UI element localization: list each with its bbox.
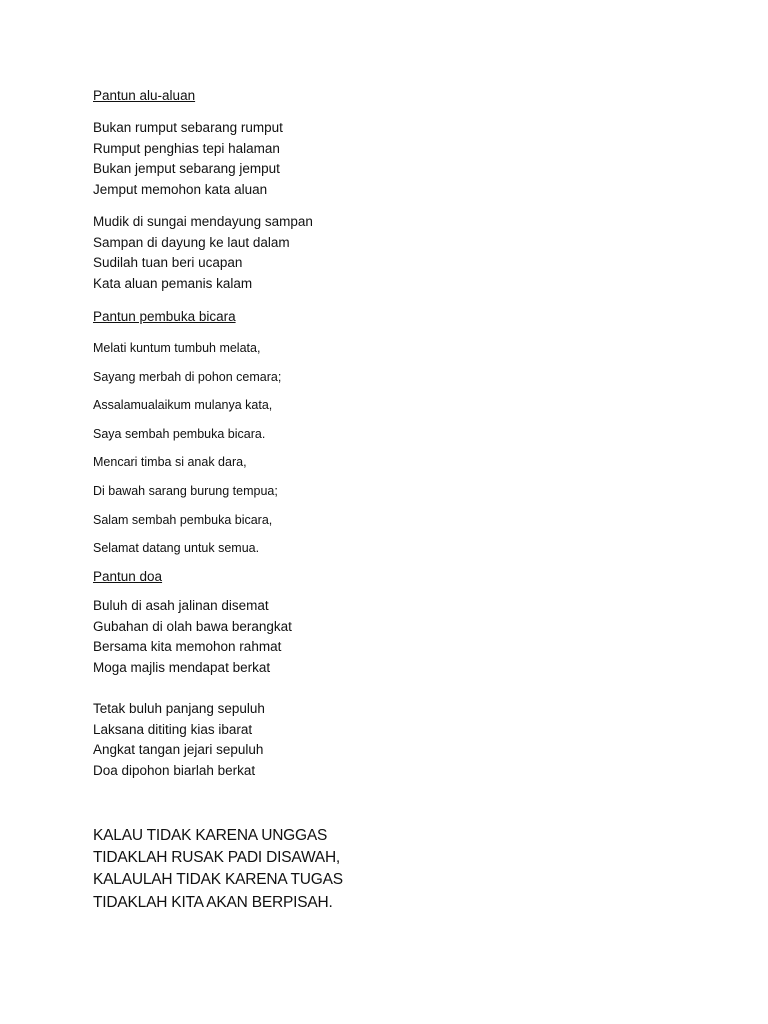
verse-line: TIDAKLAH KITA AKAN BERPISAH. <box>93 893 333 911</box>
verse-line: Laksana dititing kias ibarat <box>93 721 253 737</box>
verse-line: Melati kuntum tumbuh melata, <box>93 341 261 355</box>
stanza-penutup <box>93 825 343 914</box>
verse-line: KALAU TIDAK KARENA UNGGAS <box>93 827 328 844</box>
verse-line: Bukan rumput sebarang rumput <box>93 120 283 135</box>
verse-line: Buluh di asah jalinan disemat <box>93 598 269 613</box>
verse-line: Angkat tangan jejari sepuluh <box>93 742 264 757</box>
verse-line: Sayang merbah di pohon cemara; <box>93 369 282 384</box>
verse-line: Doa dipohon biarlah berkat <box>93 762 256 778</box>
verse-line: Sudilah tuan beri ucapan <box>93 255 243 270</box>
verse-line: Selamat datang untuk semua. <box>93 541 260 556</box>
verse-line: Gubahan di olah bawa berangkat <box>93 618 292 634</box>
verse-line: Salam sembah pembuka bicara, <box>93 512 273 527</box>
verse-line: Rumput penghias tepi halaman <box>93 140 280 156</box>
section-heading-doa: Pantun doa <box>93 569 163 584</box>
stanza-alu-aluan-1 <box>93 118 283 200</box>
stanza-doa-2 <box>93 699 265 781</box>
verse-line: Bersama kita memohon rahmat <box>93 639 282 654</box>
verse-line: Kata aluan pemanis kalam <box>93 275 253 291</box>
verse-line: Mencari timba si anak dara, <box>93 455 247 470</box>
verse-line: Sampan di dayung ke laut dalam <box>93 234 290 250</box>
verse-line: Bukan jemput sebarang jemput <box>93 161 280 176</box>
stanza-pembuka-bicara <box>93 334 281 563</box>
verse-line: Tetak buluh panjang sepuluh <box>93 701 265 716</box>
verse-line: Moga majlis mendapat berkat <box>93 659 271 675</box>
verse-line: Assalamualaikum mulanya kata, <box>93 398 273 413</box>
section-heading-alu-aluan: Pantun alu-aluan <box>93 88 196 103</box>
verse-line: Mudik di sungai mendayung sampan <box>93 214 313 229</box>
verse-line: Di bawah sarang burung tempua; <box>93 483 278 498</box>
verse-line: KALAULAH TIDAK KARENA TUGAS <box>93 871 343 889</box>
stanza-doa-1 <box>93 596 292 678</box>
verse-line: TIDAKLAH RUSAK PADI DISAWAH, <box>93 849 341 867</box>
verse-line: Jemput memohon kata aluan <box>93 181 268 197</box>
verse-line: Saya sembah pembuka bicara. <box>93 426 266 441</box>
section-heading-pembuka-bicara: Pantun pembuka bicara <box>93 309 236 324</box>
stanza-alu-aluan-2 <box>93 212 313 294</box>
